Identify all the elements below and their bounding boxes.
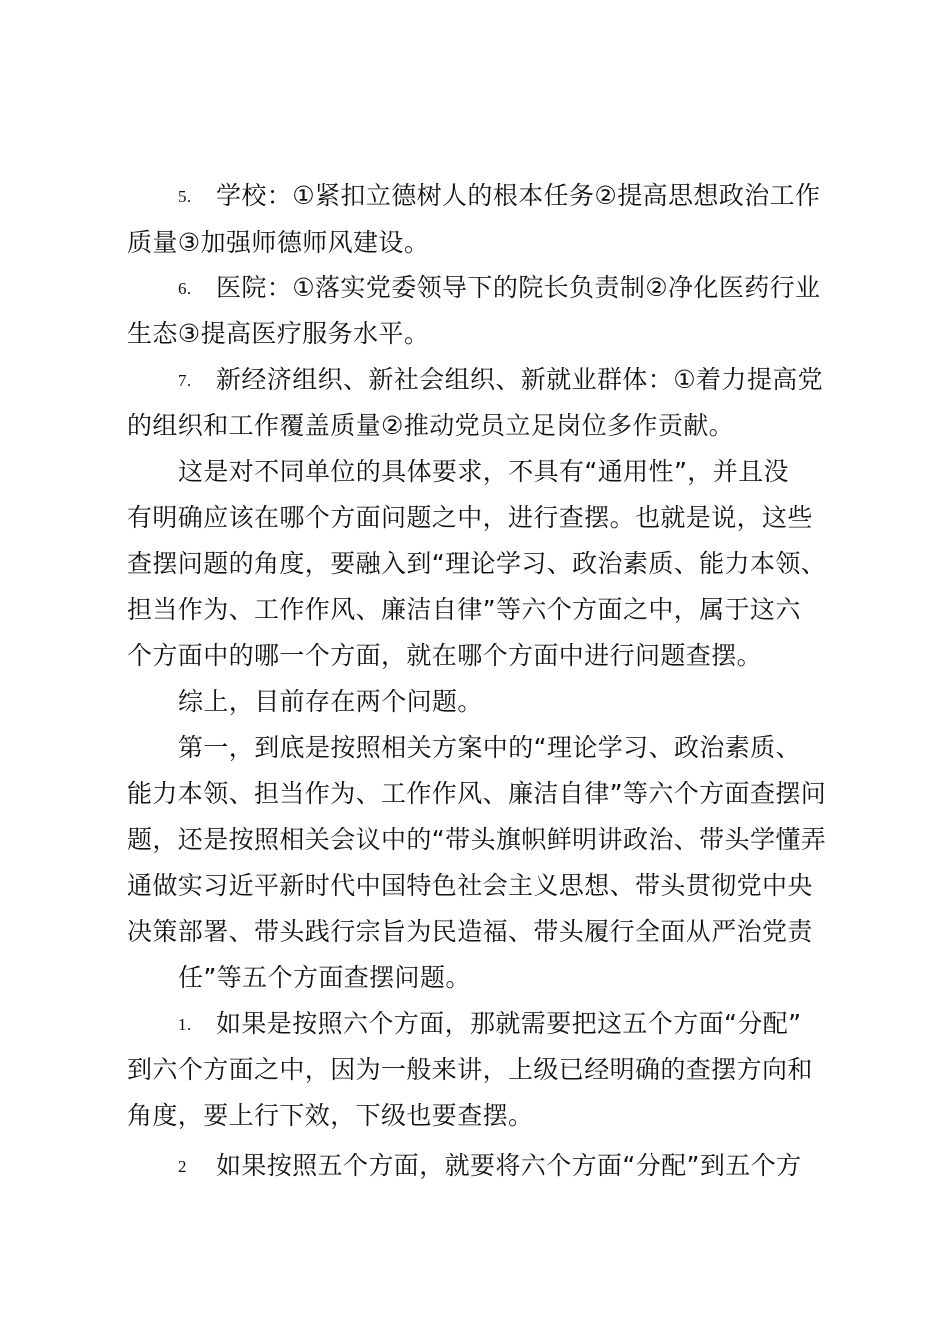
list-item-5	[178, 181, 820, 212]
option-item-1-cont: 角度，要上行下效，下级也要查摆。	[127, 1101, 534, 1130]
paragraph-specific-line: 担当作为、工作作风、廉洁自律”等六个方面之中，属于这六	[127, 595, 801, 624]
paragraph-specific-line: 个方面中的哪一个方面，就在哪个方面中进行问题查摆。	[127, 641, 763, 670]
item-number: 1.	[178, 1015, 192, 1034]
paragraph-first-line: 能力本领、担当作为、工作作风、廉洁自律”等六个方面查摆问	[127, 779, 827, 808]
paragraph-first-line: 第一，到底是按照相关方案中的“理论学习、政治素质、	[178, 733, 801, 762]
paragraph-first-line: 决策部署、带头践行宗旨为民造福、带头履行全面从严治党责	[127, 917, 813, 946]
paragraph-specific-line: 查摆问题的角度，要融入到“理论学习、政治素质、能力本领、	[127, 549, 827, 578]
option-item-1-cont: 到六个方面之中，因为一般来讲，上级已经明确的查摆方向和	[127, 1055, 813, 1084]
list-item-7-cont: 的组织和工作覆盖质量②推动党员立足岗位多作贡献。	[127, 411, 735, 440]
paragraph-first-line: 题，还是按照相关会议中的“带头旗帜鲜明讲政治、带头学懂弄	[127, 825, 827, 854]
paragraph-specific-line: 有明确应该在哪个方面问题之中，进行查摆。也就是说，这些	[127, 503, 813, 532]
option-item-2	[178, 1151, 802, 1182]
list-item-6-cont: 生态③提高医疗服务水平。	[127, 319, 430, 348]
paragraph-specific-line: 这是对不同单位的具体要求，不具有“通用性”，并且没	[178, 457, 789, 486]
paragraph-summary: 综上，目前存在两个问题。	[178, 687, 483, 716]
option-item-1	[178, 1009, 802, 1040]
item-number: 6.	[178, 279, 192, 298]
list-item-5-cont: 质量③加强师德师风建设。	[127, 228, 430, 257]
item-text: 如果按照五个方面，就要将六个方面“分配”到五个方	[216, 1151, 802, 1180]
item-text: 医院：①落实党委领导下的院长负责制②净化医药行业	[216, 273, 821, 302]
item-text: 新经济组织、新社会组织、新就业群体：①着力提高党	[216, 365, 824, 394]
item-number: 5.	[178, 187, 192, 206]
item-text: 如果是按照六个方面，那就需要把这五个方面“分配”	[216, 1009, 802, 1038]
item-number: 7.	[178, 371, 192, 390]
paragraph-first-line: 任”等五个方面查摆问题。	[178, 963, 471, 992]
list-item-7	[178, 365, 823, 396]
item-number: 2	[178, 1157, 187, 1176]
paragraph-first-line: 通做实习近平新时代中国特色社会主义思想、带头贯彻党中央	[127, 871, 813, 900]
list-item-6	[178, 273, 820, 304]
item-text: 学校：①紧扣立德树人的根本任务②提高思想政治工作	[216, 181, 821, 210]
